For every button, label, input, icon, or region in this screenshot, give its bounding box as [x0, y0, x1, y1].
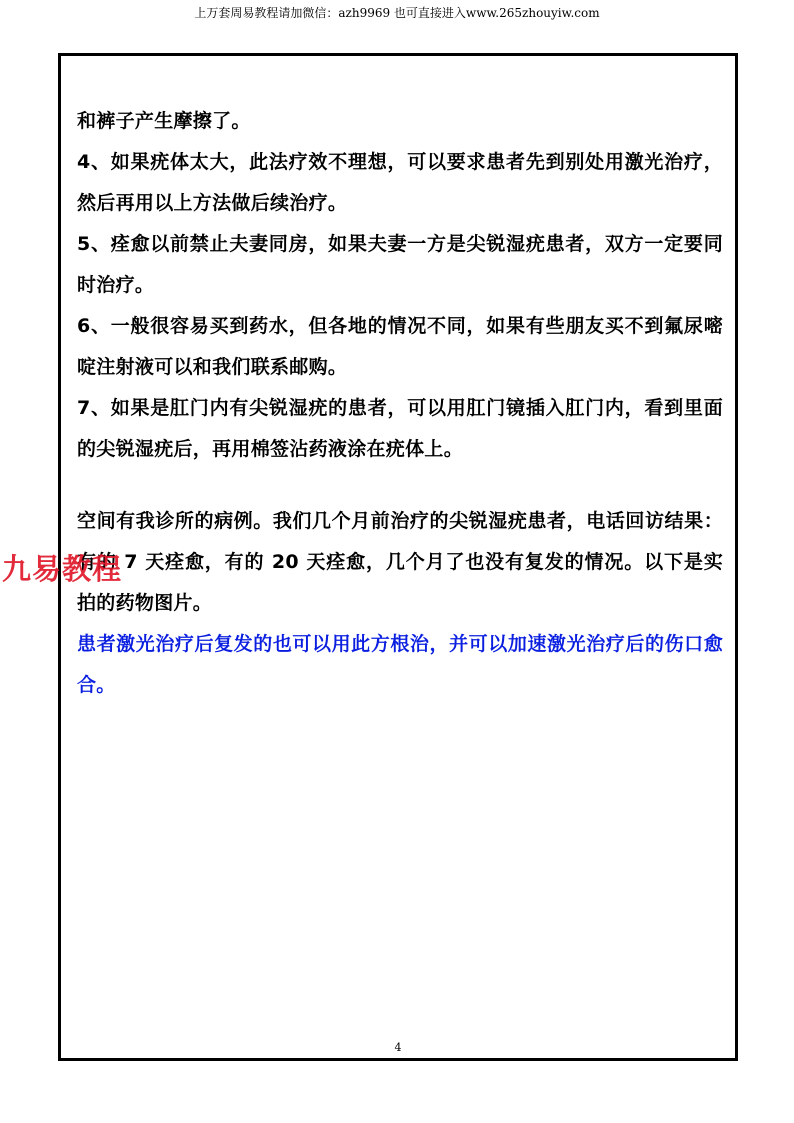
- header-text: 上万套周易教程请加微信：azh9969 也可直接进入www.265zhouyiw.com: [194, 6, 600, 20]
- document-body: [77, 101, 723, 706]
- paragraph-gap: [77, 470, 723, 501]
- paragraph: 7、如果是肛门内有尖锐湿疣的患者，可以用肛门镜插入肛门内，看到里面的尖锐湿疣后，再用棉签沾药液涂在疣体上。: [77, 397, 723, 460]
- page-number: 4: [394, 1041, 402, 1054]
- paragraph: 空间有我诊所的病例。我们几个月前治疗的尖锐湿疣患者，电话回访结果：有的 7 天痊愈，有的 20 天痊愈，几个月了也没有复发的情况。以下是实拍的药物图片。: [77, 510, 723, 614]
- highlight-paragraph: 患者激光治疗后复发的也可以用此方根治，并可以加速激光治疗后的伤口愈合。: [77, 633, 723, 696]
- paragraph: 6、一般很容易买到药水，但各地的情况不同，如果有些朋友买不到氟尿嘧啶注射液可以和我们联系邮购。: [77, 315, 723, 378]
- paragraph: 5、痊愈以前禁止夫妻同房，如果夫妻一方是尖锐湿疣患者，双方一定要同时治疗。: [77, 233, 723, 296]
- paragraph: 和裤子产生摩擦了。: [77, 110, 251, 132]
- watermark-text: 九易教程: [2, 552, 123, 586]
- paragraph: 4、如果疣体太大，此法疗效不理想，可以要求患者先到别处用激光治疗，然后再用以上方法做后续治疗。: [77, 151, 723, 214]
- page-frame: [58, 53, 738, 1061]
